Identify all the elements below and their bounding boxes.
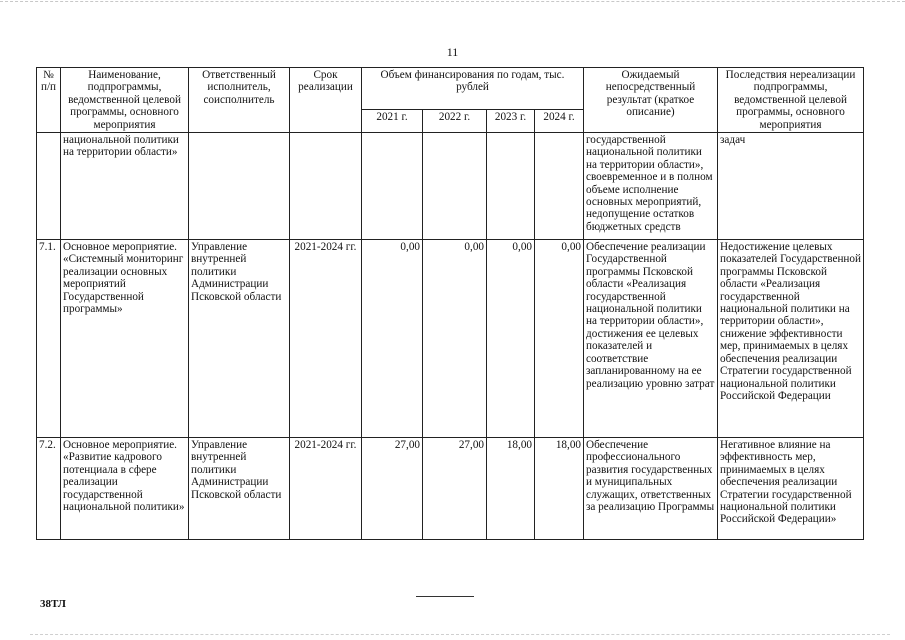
cell-executor: Управление внутренней политики Администрации Псковской области xyxy=(189,240,290,438)
cell-2021: 0,00 xyxy=(362,240,423,438)
header-year-2022: 2022 г. xyxy=(423,109,487,132)
cell-num xyxy=(37,133,61,240)
cell-name: Основное мероприятие. «Развитие кадрового потенциала в сфере реализации государственной национальной политики» xyxy=(61,438,189,540)
header-name: Наименование, подпрограммы, ведомственной целевой программы, основного мероприятия xyxy=(61,68,189,133)
header-num: № п/п xyxy=(37,68,61,133)
footer-separator xyxy=(416,596,474,597)
header-result: Ожидаемый непосредственный результат (краткое описание) xyxy=(584,68,718,133)
financing-table xyxy=(36,67,864,540)
cell-2022: 0,00 xyxy=(423,240,487,438)
header-row-1 xyxy=(37,68,864,110)
header-year-2024: 2024 г. xyxy=(535,109,584,132)
cell-executor xyxy=(189,133,290,240)
table-row-continuation xyxy=(37,133,864,240)
cell-result: государственной национальной политики на территории области», своевременное и в полном объеме исполнение основных мероприятий, недопущение остатков бюджетных средств xyxy=(584,133,718,240)
cell-2024: 18,00 xyxy=(535,438,584,540)
cell-2023: 0,00 xyxy=(487,240,535,438)
header-executor: Ответственный исполнитель, соисполнитель xyxy=(189,68,290,133)
cell-2024 xyxy=(535,133,584,240)
cell-period: 2021-2024 гг. xyxy=(290,240,362,438)
cell-2023: 18,00 xyxy=(487,438,535,540)
cell-name: Основное мероприятие. «Системный мониторинг реализации основных мероприятий Государственной программы» xyxy=(61,240,189,438)
cell-consequences: Недостижение целевых показателей Государственной программы Псковской области «Реализация государственной национальной политики на территории области», снижение эффективности мер, принимаемых в целях обеспечения реализации Стратегии государственной национальной политики Российской Федерации xyxy=(718,240,864,438)
cell-consequences: Негативное влияние на эффективность мер, принимаемых в целях обеспечения реализации Стратегии государственной национальной политики Российской Федерации» xyxy=(718,438,864,540)
header-funding: Объем финансирования по годам, тыс. рублей xyxy=(362,68,584,110)
cell-consequences: задач xyxy=(718,133,864,240)
cell-2023 xyxy=(487,133,535,240)
footer-code: 38ТЛ xyxy=(40,598,66,610)
cell-2022 xyxy=(423,133,487,240)
cell-name: национальной политики на территории области» xyxy=(61,133,189,240)
header-year-2023: 2023 г. xyxy=(487,109,535,132)
cell-num: 7.2. xyxy=(37,438,61,540)
table-row xyxy=(37,438,864,540)
cell-result: Обеспечение реализации Государственной программы Псковской области «Реализация государственной национальной политики на территории области», достижения ее целевых показателей и соответствие запланированному на ее реализацию уровню затрат xyxy=(584,240,718,438)
cell-2021 xyxy=(362,133,423,240)
page-number: 11 xyxy=(446,45,459,59)
scan-edge-top xyxy=(0,1,905,2)
cell-num: 7.1. xyxy=(37,240,61,438)
cell-period xyxy=(290,133,362,240)
cell-2024: 0,00 xyxy=(535,240,584,438)
header-consequences: Последствия нереализации подпрограммы, ведомственной целевой программы, основного мероприятия xyxy=(718,68,864,133)
cell-executor: Управление внутренней политики Администрации Псковской области xyxy=(189,438,290,540)
cell-2021: 27,00 xyxy=(362,438,423,540)
header-year-2021: 2021 г. xyxy=(362,109,423,132)
header-period: Срок реализации xyxy=(290,68,362,133)
cell-2022: 27,00 xyxy=(423,438,487,540)
cell-result: Обеспечение профессионального развития государственных и муниципальных служащих, ответственных за реализацию Программы xyxy=(584,438,718,540)
scan-edge-bottom xyxy=(30,634,890,635)
table-row xyxy=(37,240,864,438)
cell-period: 2021-2024 гг. xyxy=(290,438,362,540)
